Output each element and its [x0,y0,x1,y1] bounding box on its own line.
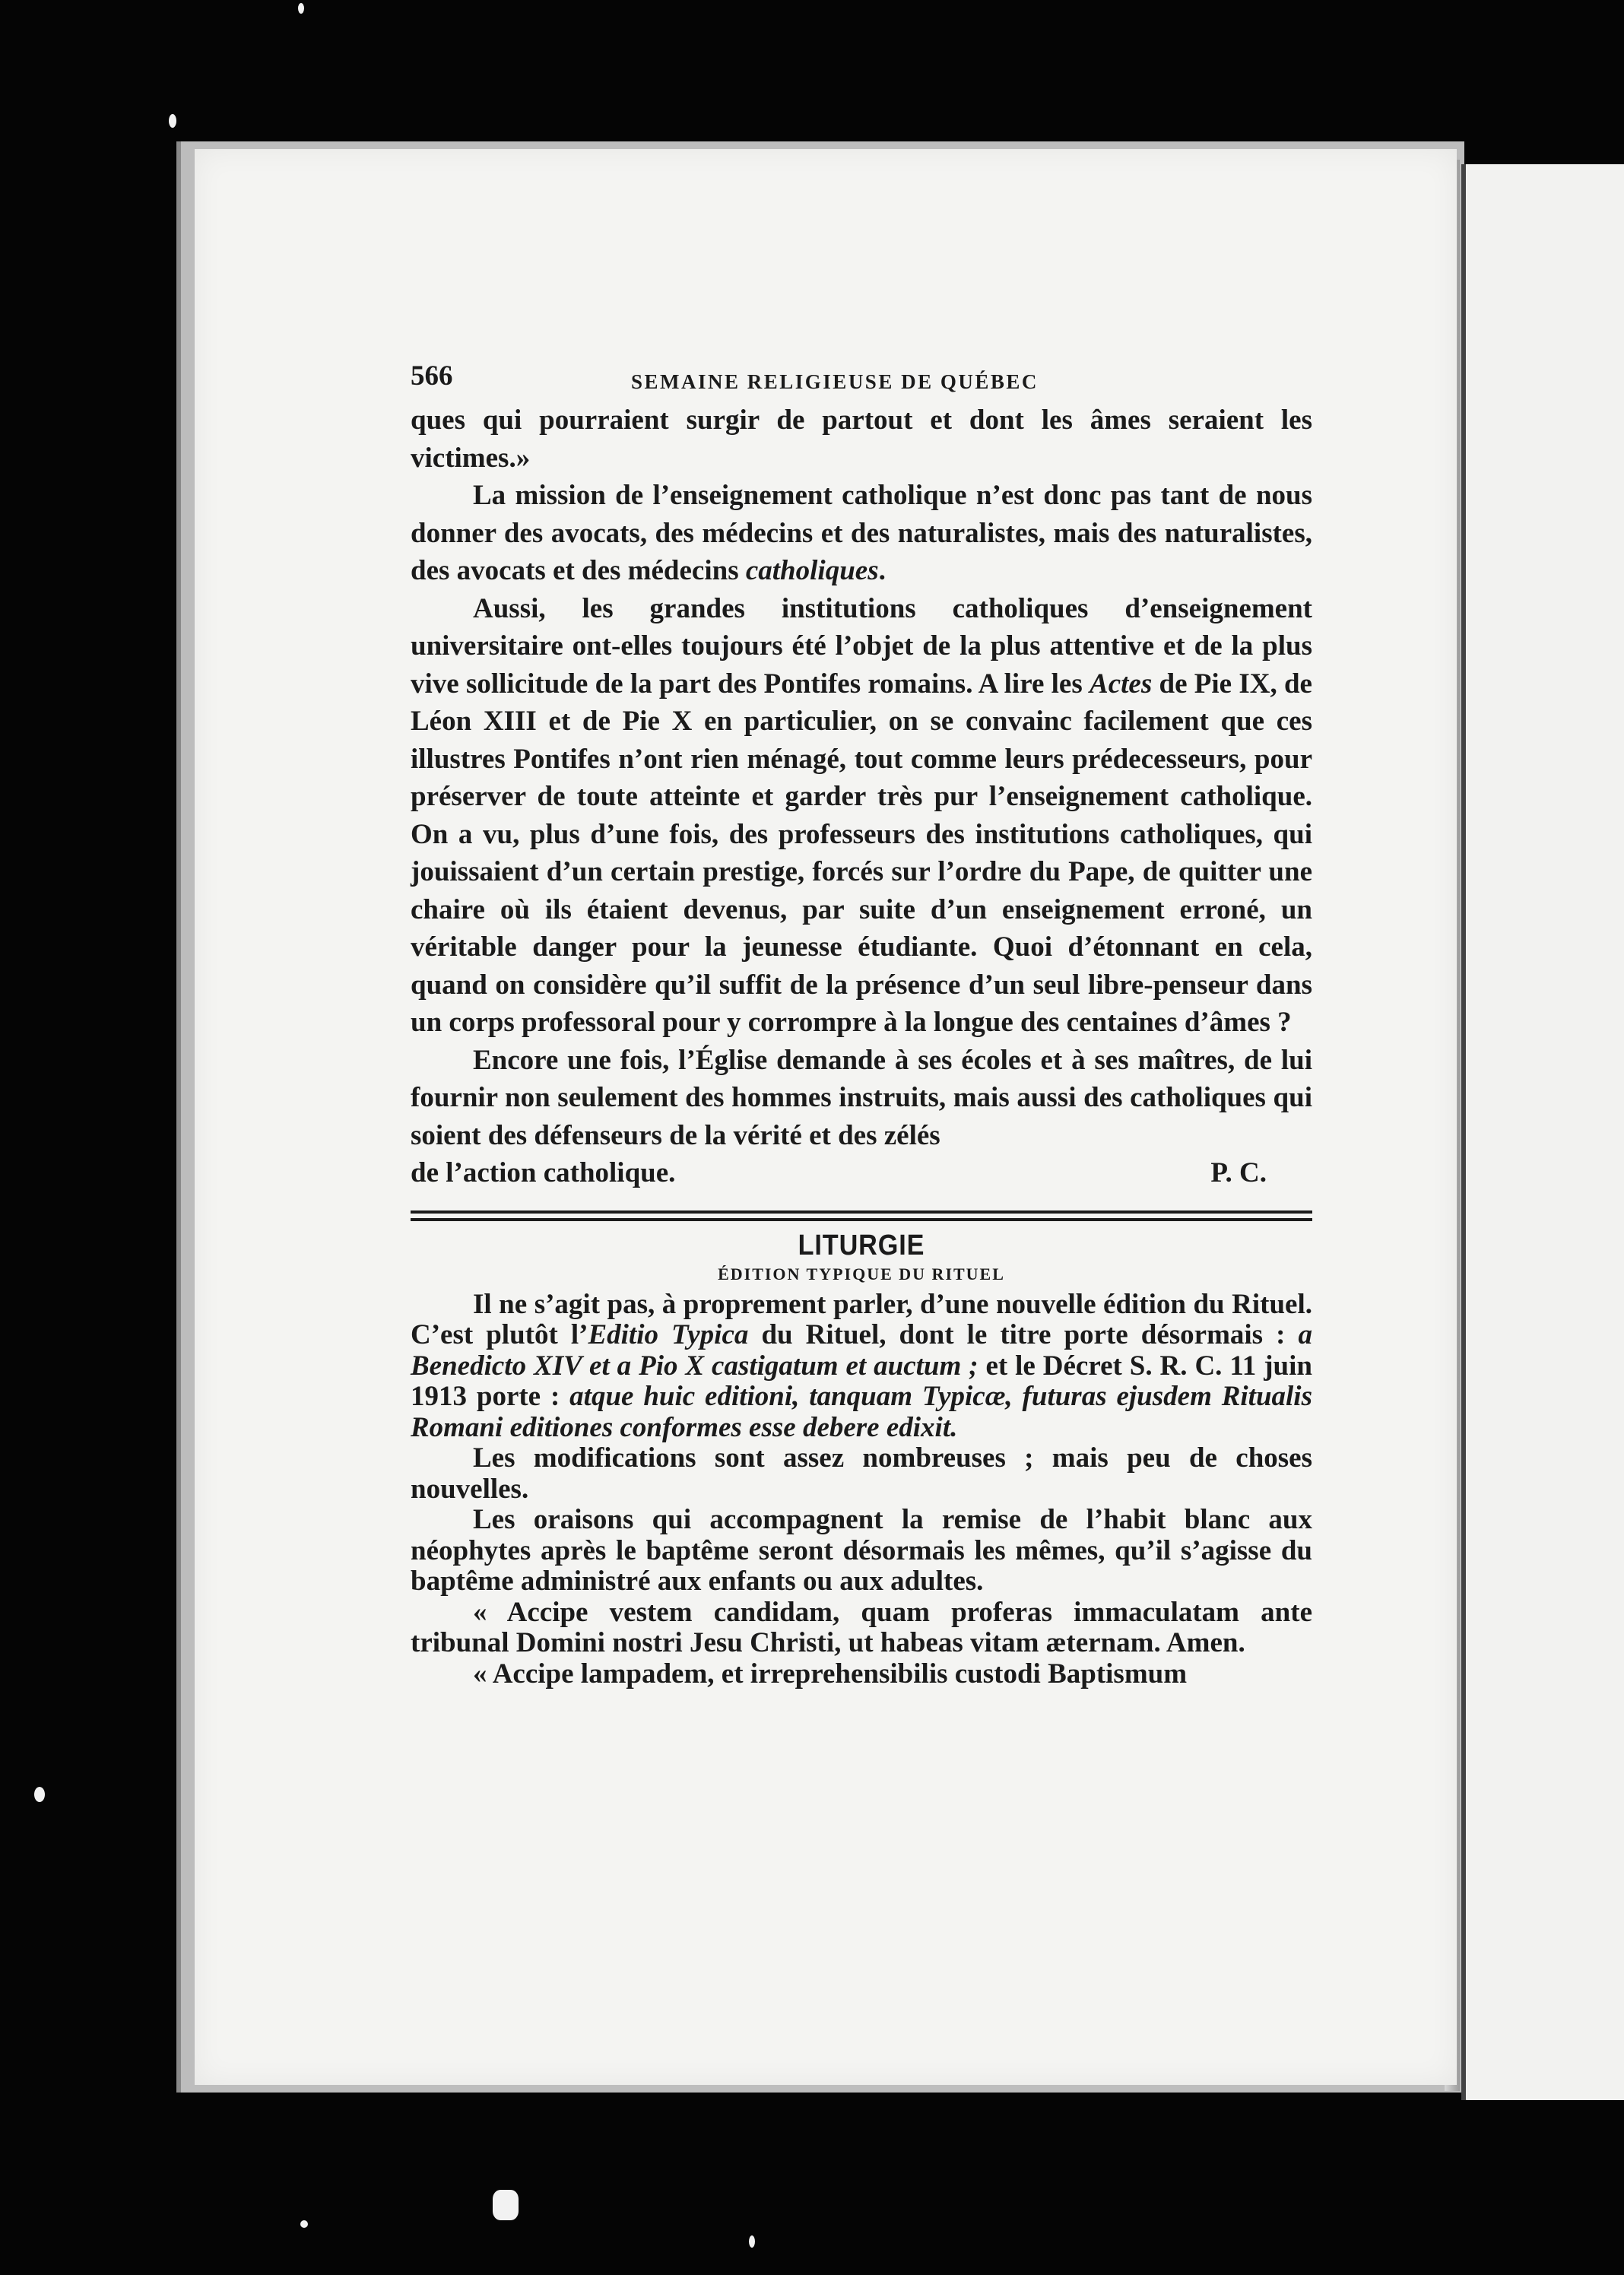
paragraph: Les oraisons qui accompagnent la remise de l’habit blanc aux néophytes après le baptême seront désormais les mêmes, qu’il s’agisse du baptême administré aux enfants ou aux adultes. [411,1504,1312,1597]
paragraph: « Accipe lampadem, et irreprehensibilis custodi Baptismum [473,1658,1188,1690]
paragraph: Les modifications sont assez nombreuses ; mais peu de choses nouvelles. [411,1442,1312,1505]
page-text-block [411,357,1312,1690]
paragraph: La mission de l’enseignement catholique n’est donc pas tant de nous donner des avocats, des médecins et des naturalistes, mais des naturalistes, des avocats et des médecins catholiques. [411,480,1312,586]
film-speck [493,2190,519,2220]
divider-rule [411,1218,1312,1221]
film-speck [298,3,304,14]
paragraph: Il ne s’agit pas, à proprement parler, d’une nouvelle édition du Rituel. C’est plutôt l’Editio Typica du Rituel, dont le titre porte désormais : a Benedicto XIV et a Pio X castigatum et auctum ; et le Décret S. R. C. 11 juin 1913 porte : atque huic editioni, tanquam Typicæ, futuras ejusdem Ritualis Romani editiones conformes esse debere edixit. [411,1288,1312,1443]
film-speck [169,114,176,128]
section-divider [411,1210,1312,1221]
section-title: LITURGIE [798,1229,925,1261]
paragraph: « Accipe vestem candidam, quam proferas immaculatam ante tribunal Domini nostri Jesu Christi, ut habeas vitam æternam. Amen. [411,1596,1312,1658]
section-subtitle: ÉDITION TYPIQUE DU RITUEL [718,1264,1005,1283]
divider-rule [411,1210,1312,1214]
film-speck [34,1787,45,1802]
film-speck [300,2220,308,2228]
page-number: 566 [411,360,453,392]
closing-line [411,1154,1312,1192]
paragraph: Aussi, les grandes institutions catholiques d’enseignement universitaire ont-elles toujours été l’objet de la plus attentive et de la plus vive sollicitude de la part des Pontifes romains. A lire les Actes de Pie IX, de Léon XIII et de Pie X en particulier, on se convainc facilement que ces illustres Pontifes n’ont rien ménagé, tout comme leurs prédecesseurs, pour préserver de toute atteinte et garder très pur l’enseignement catholique. On a vu, plus d’une fois, des professeurs des institutions catholiques, qui jouissaient d’un certain prestige, forcés sur l’ordre du Pape, de quitter une chaire où ils étaient devenus, par suite d’un enseignement erroné, un véritable danger pour la jeunesse étudiante. Quoi d’étonnant en cela, quand on considère qu’il suffit de la présence d’un seul libre-penseur dans un corps professoral pour y corrompre à la longue des centaines d’âmes ? [411,592,1312,1038]
facing-page-edge [1461,164,1624,2100]
paragraph: ques qui pourraient surgir de partout et dont les âmes seraient les victimes.» [411,405,1312,474]
liturgie-section [411,1229,1312,1690]
author-signature: P. C. [1210,1157,1267,1188]
running-title: SEMAINE RELIGIEUSE DE QUÉBEC [631,370,1039,393]
film-speck [749,2235,755,2248]
closing-text: de l’action catholique. [411,1157,676,1188]
paragraph: Encore une fois, l’Église demande à ses écoles et à ses maîtres, de lui fournir non seulement des hommes instruits, mais aussi des catholiques qui soient des défenseurs de la vérité et des zélés [411,1044,1312,1151]
page-header [411,357,1312,401]
